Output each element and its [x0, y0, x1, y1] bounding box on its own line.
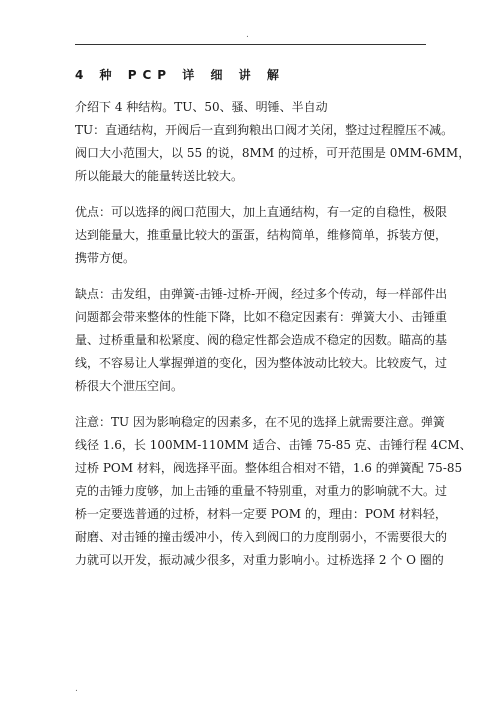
paragraph-line: 问题都会带来整体的性能下降，比如不稳定因素有：弹簧大小、击锤重 [75, 310, 448, 324]
paragraph-advantages [75, 201, 448, 270]
document-body [75, 66, 472, 572]
paragraph-line: 耐磨、对击锤的撞击缓冲小，传入到阀口的力度削弱小，不需要很大的 [75, 530, 448, 544]
paragraph-line: 携带方便。 [75, 251, 136, 265]
header-mark: . [246, 30, 249, 40]
paragraph-line: 过桥 POM 材料，阀选择平面。整体组合相对不错，1.6 的弹簧配 75-85 [75, 461, 463, 475]
paragraph-line: TU：直通结构，开阀后一直到狗粮出口阀才关闭，整过过程膛压不减。 [75, 123, 454, 137]
paragraph-line: 桥很大个泄压空间。 [75, 379, 184, 393]
document-title: 4 种 PCP 详 细 讲 解 [75, 68, 285, 82]
paragraph-line: 达到能量大，推重量比较大的蛋蛋，结构简单，维修简单，拆装方便， [75, 228, 448, 242]
paragraph-line: 克的击锤力度够，加上击锤的重量不特别重，对重力的影响就不大。过 [75, 484, 448, 498]
paragraph-line: 缺点：击发组，由弹簧-击锤-过桥-开阀，经过多个传动，每一样部件出 [75, 287, 448, 301]
paragraph-line: 注意：TU 因为影响稳定的因素多，在不见的选择上就需要注意。弹簧 [75, 415, 445, 429]
paragraph-line: 桥一定要选普通的过桥，材料一定要 POM 的，理由：POM 材料轻， [75, 507, 447, 521]
paragraph-line: 量、过桥重量和松紧度、阀的稳定性都会造成不稳定的因数。瞄高的基 [75, 333, 448, 347]
paragraph-disadvantages [75, 283, 448, 398]
paragraph-line: 线径 1.6，长 100MM-110MM 适合、击锤 75-85 克、击锤行程 4CM、 [75, 438, 472, 452]
footer-mark: . [75, 684, 78, 694]
paragraph-line: 力就可以开发，振动减少很多，对重力影响小。过桥选择 2 个 O 圈的 [75, 553, 444, 567]
paragraph-tu-description [75, 119, 471, 188]
paragraph-line: 优点：可以选择的阀口范围大，加上直通结构，有一定的自稳性，极限 [75, 205, 448, 219]
intro-line: 介绍下 4 种结构。TU、50、骚、明锤、半自动 [75, 100, 328, 114]
paragraph-notes [75, 411, 472, 572]
paragraph-line: 线，不容易让人掌握弹道的变化，因为整体波动比较大。比较废气，过 [75, 356, 448, 370]
paragraph-line: 所以能最大的能量转送比较大。 [75, 169, 244, 183]
header-divider [75, 44, 426, 45]
paragraph-line: 阀口大小范围大，以 55 的说，8MM 的过桥，可开范围是 0MM-6MM， [75, 146, 471, 160]
